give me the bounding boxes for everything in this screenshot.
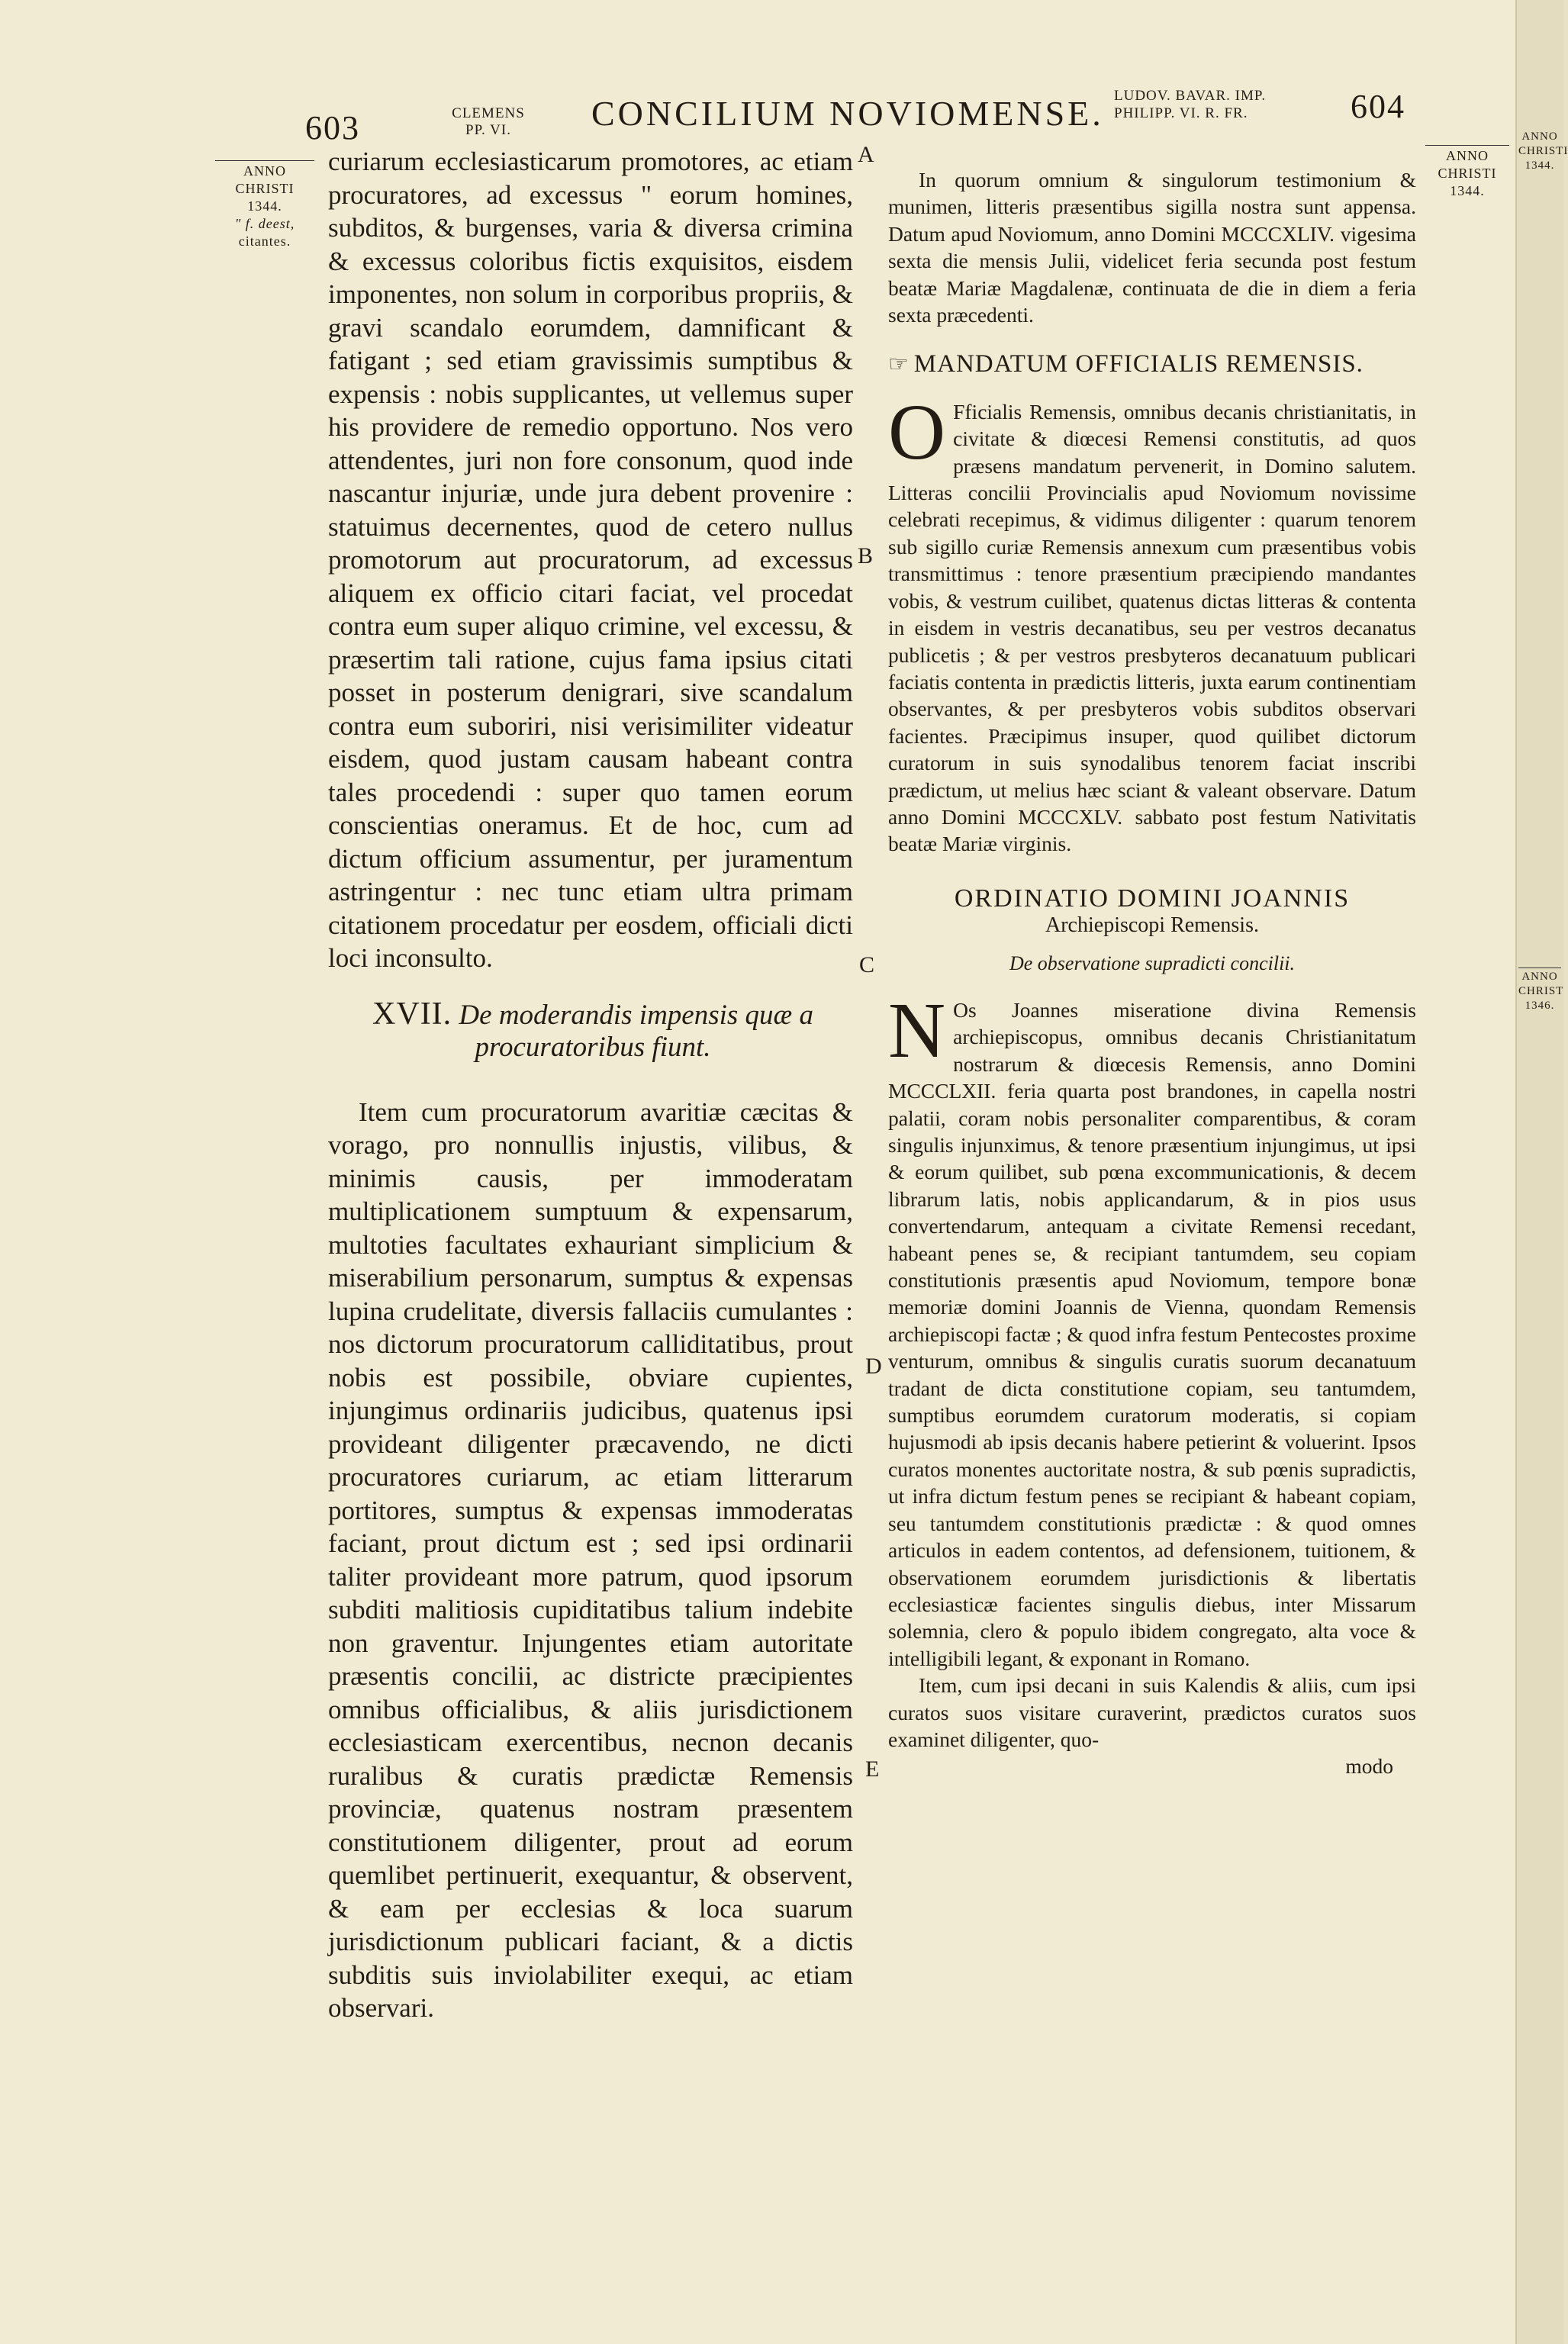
left-column: [328, 145, 853, 2025]
edge-margin-year-bottom: [1518, 968, 1564, 1013]
page-number-left: 603: [305, 109, 360, 146]
ordinatio-heading: De observatione supradicti concilii.: [1009, 951, 1296, 974]
right-paragraph-1: In quorum omnium & singulorum testimonium & munimen, litteris præsentibus sigilla nostra sunt appensa. Datum apud Noviomum, anno Domini MCCCXLIV. vigesima sexta die mensis Julii, videlicet feria secunda post festum beatæ Mariæ Magdalenæ, continuata de die in diem a feria sexta præcedenti.: [888, 168, 1416, 327]
left-label-line1: CLEMENS: [452, 105, 525, 121]
edge-christi-top: CHRISTI: [1518, 145, 1568, 157]
edge-year-bottom: 1346.: [1525, 1000, 1555, 1012]
mandatum-text: Fficialis Remensis, omnibus decanis christianitatis, in civitate & diœcesi Remensi constitutis, ad quos præsens mandatum pervenerit, in Domino salutem. Litteras concilii Provincialis apud Noviomum novissime celebrati recepimus, & vidimus diligenter : quarum tenorem sub sigillo curiæ Remensis annexum cum præsentibus vobis transmittimus : tenore præsentium præcipiendo mandantes vobis, & vestrum cuilibet, quatenus dictas litteras & contenta in eisdem in vestris decanatibus, seu per vestros decanatus publicetis ; & per vestros presbyteros decanatuum publicari faciatis contenta in prædictis litteris, juxta earum continentiam observantes, & per presbyteros vobis subditos observari facientes. Præcipimus insuper, quod quilibet dictorum curatorum in suis synodalibus tenorem faciat inscribi prædictum, ut melius hæc sciant & valeant observare. Datum anno Domini MCCCXLV. sabbato post festum Nativitatis beatæ Mariæ virginis.: [888, 399, 1416, 856]
page-number-right: 604: [1351, 88, 1405, 125]
next-page-edge: [1515, 0, 1568, 2344]
margin-year: 1344.: [247, 198, 282, 214]
drop-cap-n: N: [888, 986, 946, 1074]
edge-anno-bottom: ANNO: [1518, 968, 1561, 984]
left-paragraph-2: Item cum procuratorum avaritiæ cæcitas & vorago, pro nonnullis injustis, vilibus, & minimis causis, per immoderatam multiplicationem sumptuum & expensarum, multoties facultates exhauriant simplicium & miserabilium personarum, sumptus & expensas lupina crudelitate, diversis fallaciis cumulantes : nos dictorum procuratorum calliditatibus, prout nobis est possibile, obviare cupientes, injungimus ordinariis judicibus, quatenus ipsi provideant diligenter præcavendo, ne dicti procuratores curiarum, ac etiam litterarum portitores, sumptus & expensas immoderatas faciant, prout dictum est ; sed ipsi ordinarii taliter provideant more patrum, quod ipsorum subditi malitiosis cupiditatibus talium indebite non graventur. Injungentes etiam autoritate præsentis concilii, ac districte præcipientes omnibus officialibus, & aliis jurisdictionem ecclesiasticam exercentibus, necnon decanis ruralibus & curatis prædictæ Remensis provinciæ, quatenus nostram præsentem constitutionem diligenter, prout ad eorum quemlibet pertinuerit, exequantur, & observent, & eam per ecclesias & loca suarum jurisdictionum publicari faciant, & a dictis subditis suis inviolabiliter exequi, ac etiam observari.: [328, 1096, 853, 2023]
right-column: [888, 166, 1416, 1780]
edge-anno-top: ANNO: [1521, 130, 1558, 143]
margin-anno-right: ANNO: [1425, 145, 1509, 165]
margin-year-left: [215, 160, 314, 250]
ordinatio-title: ORDINATIO DOMINI JOANNIS: [954, 884, 1351, 913]
section-heading-xvii: [328, 998, 853, 1064]
edge-christi-bottom: CHRIST: [1518, 985, 1564, 997]
left-label-line2: PP. VI.: [465, 122, 511, 138]
margin-christi-right: CHRISTI: [1438, 166, 1497, 181]
right-label-line2: PHILIPP. VI. R. FR.: [1114, 105, 1248, 121]
right-paragraph-4: Item, cum ipsi decani in suis Kalendis & aliis, cum ipsi curatos suos visitare curaverint, prædictos curatos suos examinet diligenter, quo-: [888, 1673, 1416, 1751]
margin-footnote: " f. deest,: [234, 216, 295, 231]
section-letter-b: B: [858, 543, 874, 568]
page-title: CONCILIUM NOVIOMENSE.: [591, 94, 1104, 133]
edge-year-top: 1344.: [1525, 159, 1555, 172]
catchword: modo: [1345, 1754, 1393, 1779]
ordinatio-text: Os Joannes miseratione divina Remensis archiepiscopus, omnibus decanis Christianitatum nostrarum & diœcesis Remensis, anno Domini MCCCLXII. feria quarta post brandones, in capella nostri palatii, coram nobis personaliter comparentibus, & coram singulis injunximus, & tenore præsentium injungimus, ut ipsi & eorum quilibet, sub pœna excommunicationis, & decem librarum latis, nobis applicandarum, & in pios usus convertendarum, antequam a civitate Remensi recedant, habeant penes se, & recipiant tantumdem, seu copiam constitutionis præsentis apud Noviomum, tempore bonæ memoriæ domini Joannis de Vienna, quondam Remensis archiepiscopi factæ ; & quod infra festum Pentecostes proxime venturum, omnibus & singulis curatis suorum decanatuum tradant de dicta constitutione copiam, seu tantumdem, sumptibus eorumdem curatorum moderatis, si copiam hujusmodi ab ipsis decanis habere petierint & voluerint. Ipsos curatos monentes auctoritate nostra, & sub pœnis supradictis, ut infra dictum festum penes se recipiant & habeant copiam, seu tantumdem constitutionis prædictæ : & quod omnes articulos in eadem contentos, ad defensionem, tuitionem, & observationem eorumdem jurisdictionis & libertatis ecclesiasticæ facientes singulis diebus, inter Missarum solemnia, clero & populo ibidem congregato, alta voce & intelligibili legant, & exponant in Romano.: [888, 997, 1416, 1670]
section-letter-d: D: [865, 1354, 882, 1379]
mandatum-title: MANDATUM OFFICIALIS REMENSIS.: [913, 350, 1364, 378]
margin-anno: ANNO: [215, 160, 314, 180]
edge-margin-year-top: [1518, 130, 1568, 173]
margin-footnote-word: citantes.: [238, 233, 291, 249]
right-paragraph-3: [888, 986, 1416, 1672]
ordinatio-subtitle: Archiepiscopi Remensis.: [1045, 913, 1259, 938]
section-letter-c: C: [859, 952, 875, 977]
left-running-label: [443, 105, 534, 139]
right-paragraph-2: [888, 388, 1416, 858]
mandatum-heading: [888, 351, 1416, 378]
margin-year-right: [1425, 145, 1509, 200]
section-letter-e: E: [865, 1756, 880, 1782]
pointing-hand-icon: ☞: [888, 352, 909, 378]
drop-cap-o: O: [888, 388, 946, 476]
section-number: XVII.: [372, 996, 452, 1032]
section-title: De moderandis impensis quæ a procuratoribus fiunt.: [459, 999, 813, 1063]
right-label-line1: LUDOV. BAVAR. IMP.: [1114, 88, 1267, 104]
left-paragraph-1: curiarum ecclesiasticarum promotores, ac etiam procuratores, ad excessus " eorum homines, subditos, & burgenses, varia & diversa crimina & excessus coloribus fictis exquisitos, eisdem imponentes, non solum in corporibus propriis, & gravi scandalo eorumdem, damnificant & fatigant ; sed etiam gravissimis sumptibus & expensis : nobis supplicantes, ut vellemus super his providere de remedio opportuno. Nos vero attendentes, juri non fore consonum, quod inde nascantur injuriæ, unde jura debent provenire : statuimus decernentes, quod de cetero nullus promotorum aut procuratorum, ad excessus aliquem ex officio citari faciat, vel procedat contra eum super aliquo crimine, vel excessu, & præsertim tali ratione, cujus fama ipsius citati posset in posterum denigrari, sive scandalum contra eum suboriri, nisi verisimiliter videatur eisdem, quod justam causam habeant contra tales procedendi : super quo tamen eorum conscientias oneramus. Et de hoc, cum ad dictum officium assumentur, per juramentum astringentur : nec tunc etiam ultra primam citationem procedatur per eosdem, officiali dicti loci inconsulto.: [328, 146, 853, 973]
margin-christi: CHRISTI: [235, 181, 295, 196]
section-letter-a: A: [858, 142, 874, 167]
margin-year-right-value: 1344.: [1450, 183, 1485, 198]
right-running-label: [1114, 87, 1266, 122]
